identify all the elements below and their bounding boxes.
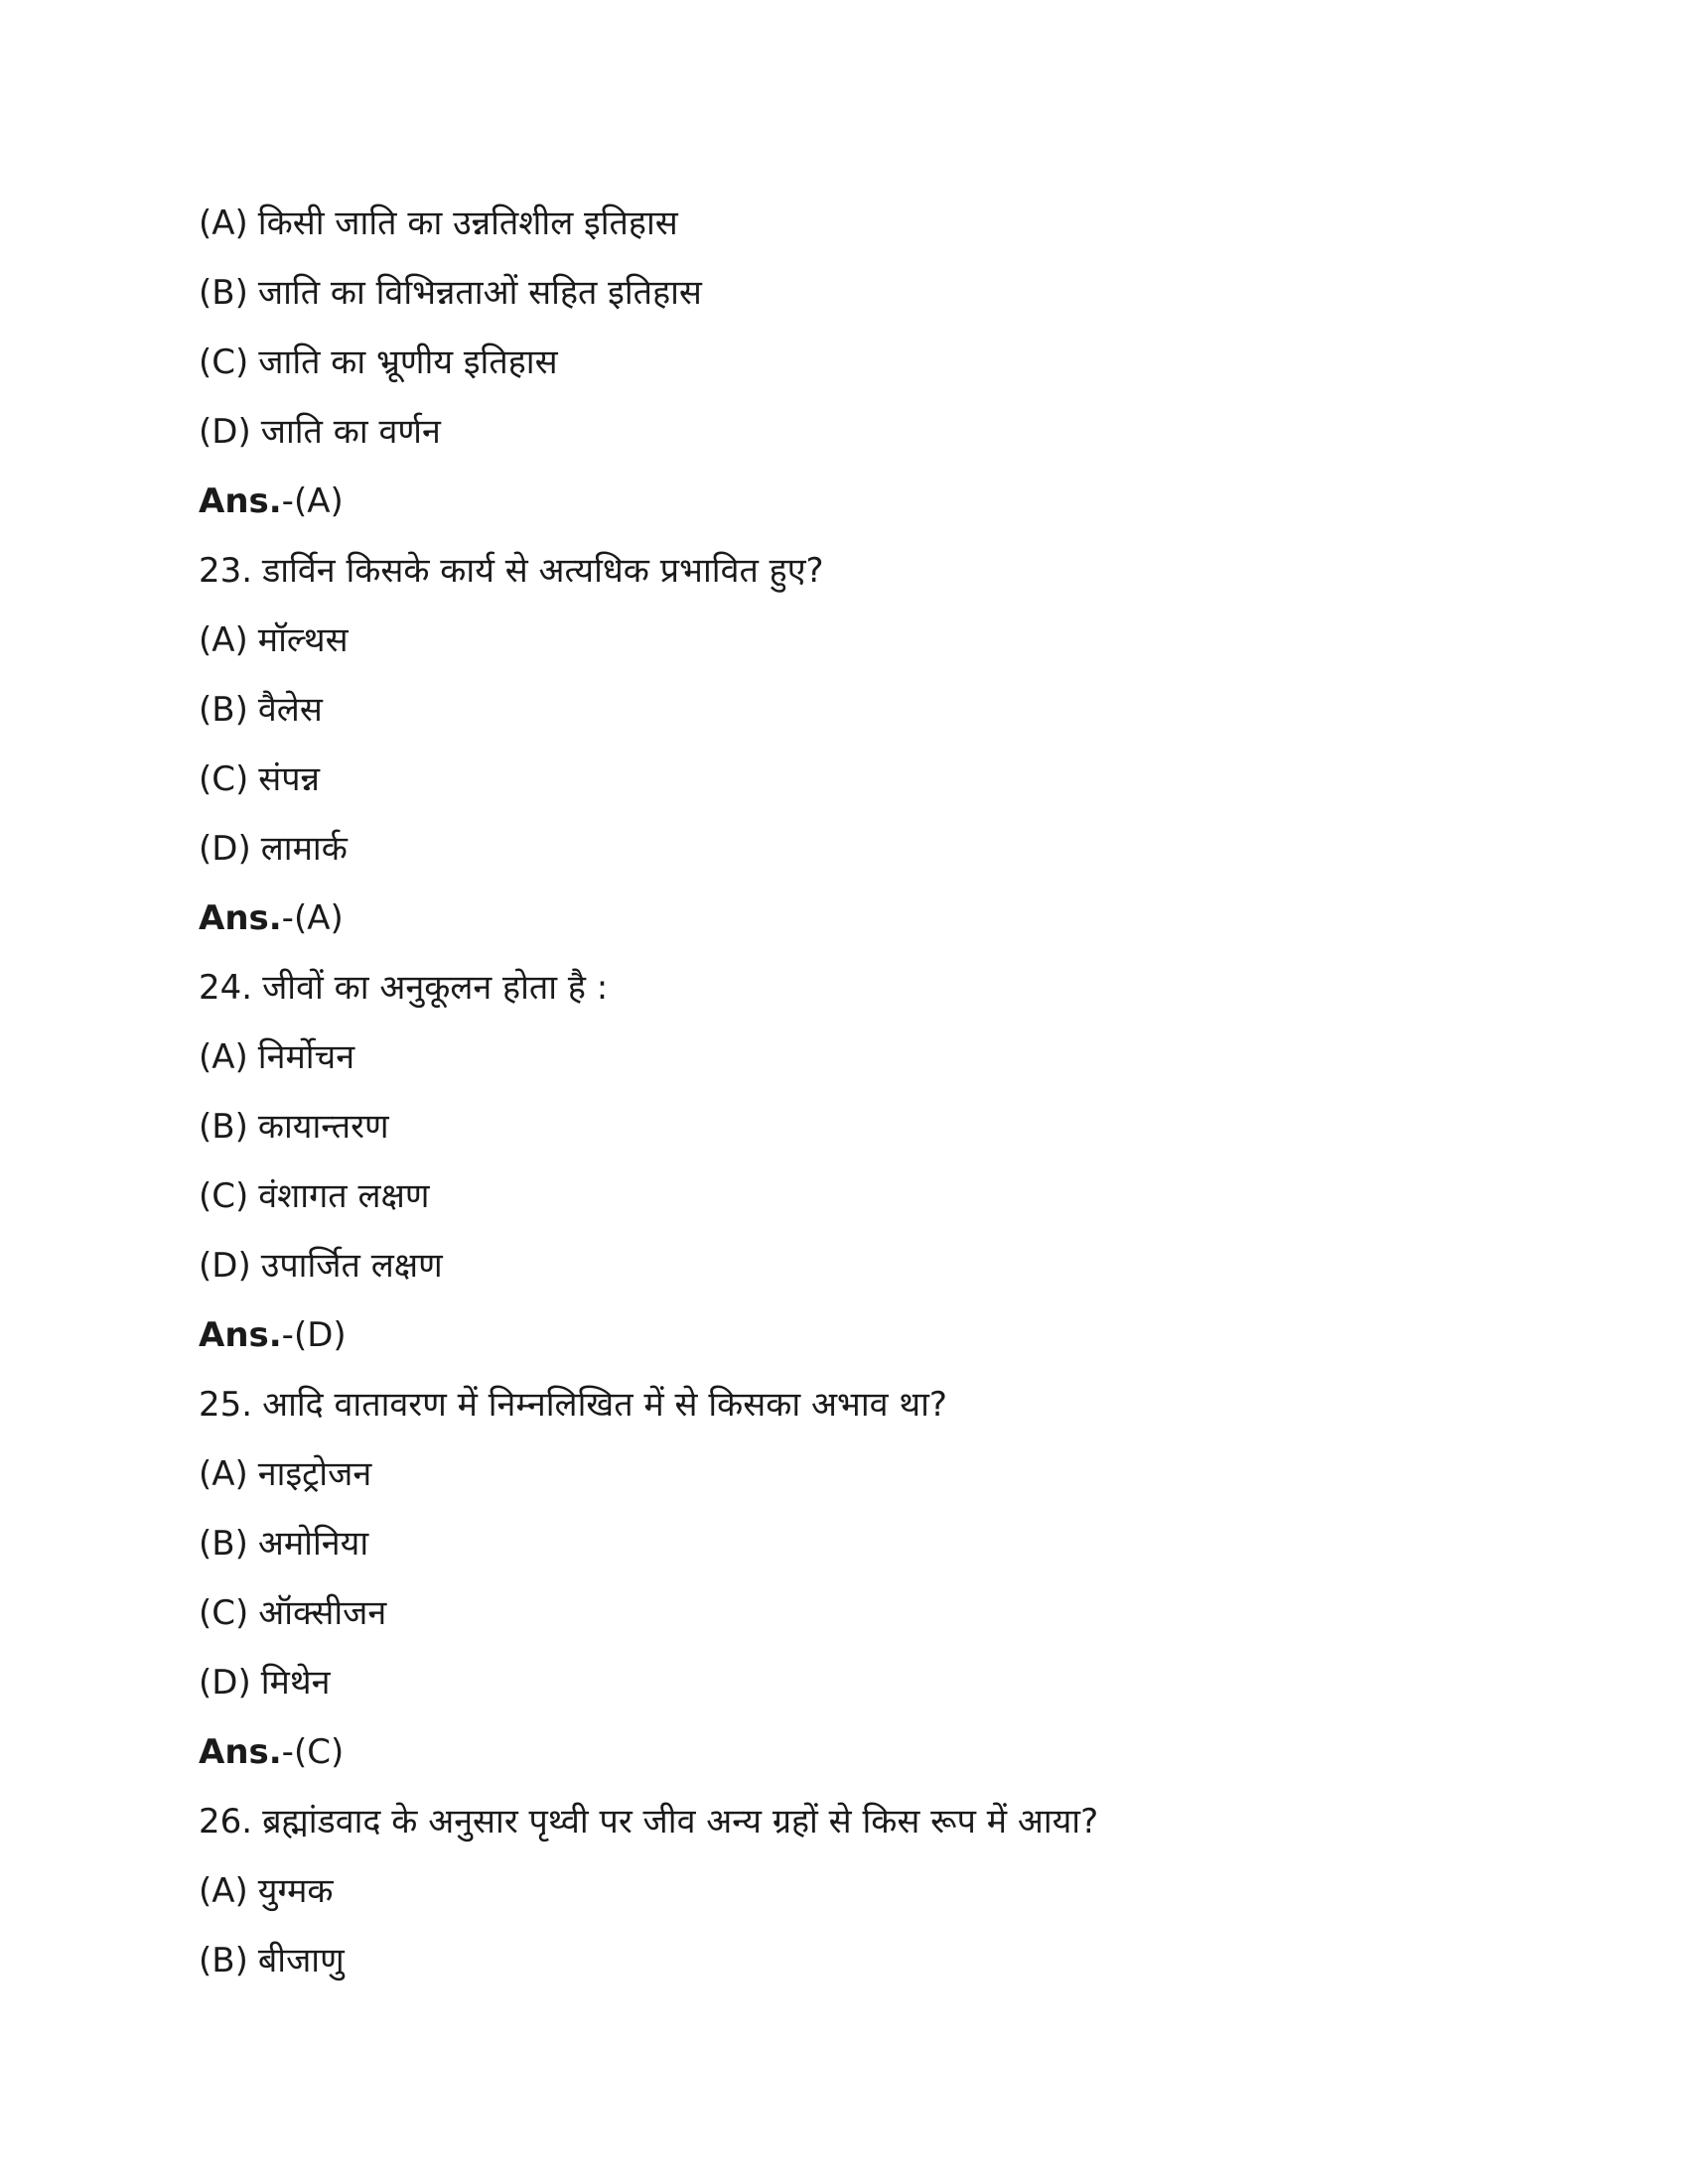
option-label: (B) — [199, 273, 248, 313]
option-line — [199, 1509, 1569, 1578]
question-text: जीवों का अनुकूलन होता है : — [262, 968, 609, 1008]
option-line — [199, 1023, 1569, 1092]
option-label: (B) — [199, 1107, 248, 1147]
option-label: (B) — [199, 1524, 248, 1564]
option-text: वंशागत लक्षण — [258, 1176, 430, 1216]
option-line — [199, 1578, 1569, 1648]
option-line — [199, 745, 1569, 814]
answer-line — [199, 467, 1569, 536]
answer-prefix: Ans. — [199, 481, 282, 521]
option-label: (D) — [199, 412, 251, 452]
option-label: (A) — [199, 1454, 248, 1494]
option-text: युग्मक — [257, 1871, 334, 1911]
answer-prefix: Ans. — [199, 898, 282, 938]
option-text: ऑक्सीजन — [258, 1593, 387, 1633]
question-number: 26. — [199, 1802, 253, 1842]
option-text: किसी जाति का उन्नतिशील इतिहास — [257, 204, 678, 243]
option-line — [199, 1439, 1569, 1509]
option-text: संपन्न — [258, 759, 320, 799]
document-body — [199, 189, 1569, 1995]
option-line — [199, 258, 1569, 328]
answer-value: -(A) — [281, 898, 344, 938]
question-line — [199, 536, 1569, 606]
option-label: (C) — [199, 342, 249, 382]
option-label: (A) — [199, 204, 248, 243]
option-line — [199, 675, 1569, 745]
option-label: (B) — [199, 1941, 248, 1980]
option-line — [199, 1231, 1569, 1300]
option-text: लामार्क — [260, 829, 348, 869]
option-line — [199, 397, 1569, 467]
option-line — [199, 1092, 1569, 1161]
option-text: जाति का वर्णन — [260, 412, 441, 452]
option-line — [199, 1648, 1569, 1717]
question-number: 23. — [199, 551, 253, 591]
question-text: ब्रह्मांडवाद के अनुसार पृथ्वी पर जीव अन्य ग्रहों से किस रूप में आया? — [262, 1802, 1099, 1842]
answer-line — [199, 884, 1569, 953]
question-text: डार्विन किसके कार्य से अत्यधिक प्रभावित हुए? — [262, 551, 824, 591]
question-line — [199, 953, 1569, 1023]
answer-value: -(A) — [281, 481, 344, 521]
answer-value: -(D) — [281, 1315, 347, 1355]
option-text: उपार्जित लक्षण — [260, 1246, 443, 1286]
answer-prefix: Ans. — [199, 1732, 282, 1772]
option-line — [199, 814, 1569, 884]
option-text: निर्मोचन — [257, 1037, 355, 1077]
answer-prefix: Ans. — [199, 1315, 282, 1355]
option-text: जाति का विभिन्नताओं सहित इतिहास — [257, 273, 702, 313]
question-number: 25. — [199, 1385, 253, 1425]
option-label: (A) — [199, 620, 248, 660]
option-text: मॉल्थस — [257, 620, 349, 660]
option-text: जाति का भ्रूणीय इतिहास — [258, 342, 558, 382]
option-line — [199, 1926, 1569, 1995]
option-label: (C) — [199, 759, 249, 799]
option-text: कायान्तरण — [257, 1107, 389, 1147]
option-label: (C) — [199, 1176, 249, 1216]
option-text: बीजाणु — [257, 1941, 345, 1980]
option-label: (A) — [199, 1871, 248, 1911]
option-line — [199, 1856, 1569, 1926]
option-text: मिथेन — [260, 1663, 331, 1703]
option-text: अमोनिया — [257, 1524, 369, 1564]
option-label: (C) — [199, 1593, 249, 1633]
option-text: नाइट्रोजन — [257, 1454, 372, 1494]
option-label: (B) — [199, 690, 248, 730]
option-label: (D) — [199, 1663, 251, 1703]
question-line — [199, 1370, 1569, 1439]
question-text: आदि वातावरण में निम्नलिखित में से किसका अभाव था? — [262, 1385, 947, 1425]
answer-value: -(C) — [281, 1732, 345, 1772]
answer-line — [199, 1300, 1569, 1370]
option-text: वैलेस — [257, 690, 323, 730]
answer-line — [199, 1717, 1569, 1787]
option-line — [199, 1161, 1569, 1231]
option-line — [199, 328, 1569, 397]
option-line — [199, 189, 1569, 258]
question-number: 24. — [199, 968, 253, 1008]
option-line — [199, 606, 1569, 675]
question-line — [199, 1787, 1569, 1856]
option-label: (A) — [199, 1037, 248, 1077]
option-label: (D) — [199, 829, 251, 869]
option-label: (D) — [199, 1246, 251, 1286]
